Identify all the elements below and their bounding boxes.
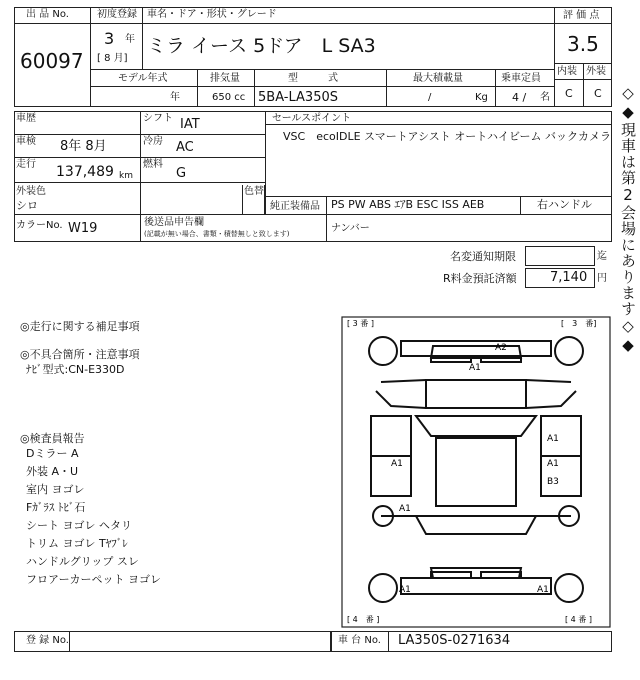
navi-model: ﾅﾋﾞ型式:CN-E330D xyxy=(26,363,125,376)
corner-label-bl: [ 4 番 ] xyxy=(347,615,380,624)
fuel-label: 燃料 xyxy=(143,159,163,170)
postreg-sub: (記載が無い場合、書類・積替無しと致します) xyxy=(144,230,290,238)
exterior-label: 外装 xyxy=(586,66,606,77)
max-load-unit: Kg xyxy=(475,92,488,103)
running-notes-title: ◎走行に関する補足事項 xyxy=(20,320,140,333)
max-load-label: 最大積載量 xyxy=(413,73,463,84)
chassis-label: 車 台 No. xyxy=(338,635,381,646)
notice-box xyxy=(525,246,595,266)
vehicle-diagram xyxy=(341,316,611,628)
recycle-label: R料金預託済額 xyxy=(443,272,517,285)
first-reg-label: 初度登録 xyxy=(97,9,137,20)
first-reg-year: 3 xyxy=(104,29,115,48)
inspector-line: Dミラー A xyxy=(26,447,79,460)
first-reg-month: [ 8 月] xyxy=(97,53,128,64)
number-label: ナンバー xyxy=(331,223,370,234)
history-label: 車歴 xyxy=(16,113,36,124)
inspector-line: フロアーカーペット ヨゴレ xyxy=(26,573,161,586)
inspector-line: トリム ヨゴレ Tﾔﾌﾞﾚ xyxy=(26,537,128,550)
sales-value: VSC ecoIDLE スマートアシスト オートハイビーム バックカメラ xyxy=(283,130,612,143)
inspector-line: Fｶﾞﾗｽ ﾄﾋﾞ石 xyxy=(26,501,86,514)
color-no-label: カラーNo. xyxy=(16,220,63,231)
capacity-unit: 名 xyxy=(540,92,550,103)
inspector-list xyxy=(26,447,161,591)
inspector-line: 室内 ヨゴレ xyxy=(26,483,85,496)
inspector-title: ◎検査員報告 xyxy=(20,432,85,445)
damage-mark: A1 xyxy=(547,459,559,469)
capacity-value: 4 / xyxy=(512,91,527,104)
year-unit: 年 xyxy=(125,34,135,45)
defects-title: ◎不具合箇所・注意事項 xyxy=(20,348,140,361)
steering-value: 右ハンドル xyxy=(537,198,592,211)
chassis-value: LA350S-0271634 xyxy=(398,633,511,648)
venue-banner: ◇◆現車は第2会場にあります◇◆ xyxy=(619,84,637,355)
max-load-value: / xyxy=(428,92,432,103)
corner-label-tr: [ 3 番] xyxy=(561,319,597,328)
damage-mark: A1 xyxy=(391,459,403,469)
reg-no-label: 登 録 No. xyxy=(26,635,69,646)
displacement-value: 650 cc xyxy=(212,92,246,103)
color-no-value: W19 xyxy=(68,221,98,236)
fuel-value: G xyxy=(176,166,187,181)
equip-label: 純正装備品 xyxy=(270,201,320,212)
displacement-label: 排気量 xyxy=(210,73,240,84)
damage-mark: A1 xyxy=(399,585,411,595)
mileage-value: 137,489 xyxy=(56,164,114,180)
damage-mark: A1 xyxy=(469,363,481,373)
damage-mark: A1 xyxy=(399,504,411,514)
score-value: 3.5 xyxy=(567,32,599,56)
notice-label: 名変通知期限 xyxy=(450,250,516,263)
corner-label-br: [ 4 番 ] xyxy=(565,615,592,624)
interior-label: 内装 xyxy=(557,66,577,77)
recycle-unit: 円 xyxy=(597,273,607,284)
damage-mark: A2 xyxy=(495,343,507,353)
color-frame xyxy=(14,185,265,215)
inspection-value: 8年 8月 xyxy=(60,139,107,154)
inspector-line: ハンドルグリップ スレ xyxy=(26,555,139,568)
color-change-label: 色替 xyxy=(244,186,264,197)
lot-number: 60097 xyxy=(20,49,84,73)
equip-value: PS PW ABS ｴｱB ESC ISS AEB xyxy=(331,198,485,211)
notice-unit: 迄 xyxy=(597,251,607,262)
damage-mark: A1 xyxy=(547,434,559,444)
shift-label: シフト xyxy=(143,113,173,124)
inspector-line: シート ヨゴレ ヘタリ xyxy=(26,519,132,532)
model-year-label: モデル年式 xyxy=(118,73,168,84)
mileage-unit: km xyxy=(119,171,133,181)
ac-label: 冷房 xyxy=(143,136,163,147)
inspection-label: 車検 xyxy=(16,136,36,147)
postreg-label: 後送品申告欄 xyxy=(144,217,204,228)
ext-color-label: 外装色 xyxy=(16,186,46,197)
recycle-value: 7,140 xyxy=(550,270,588,285)
sales-label: セールスポイント xyxy=(272,113,352,124)
score-label: 評 価 点 xyxy=(563,10,600,21)
lot-label: 出 品 No. xyxy=(26,9,69,20)
type-label: 型 式 xyxy=(288,73,338,84)
interior-value: C xyxy=(565,87,573,100)
type-value: 5BA-LA350S xyxy=(258,90,338,105)
ext-color-value: シロ xyxy=(16,199,38,212)
name-label: 車名・ドア・形状・グレード xyxy=(147,9,277,20)
mileage-label: 走行 xyxy=(16,159,36,170)
shift-value: IAT xyxy=(180,117,200,132)
model-year-unit: 年 xyxy=(170,92,180,103)
damage-mark: A1 xyxy=(537,585,549,595)
exterior-value: C xyxy=(594,87,602,100)
capacity-label: 乗車定員 xyxy=(501,73,541,84)
ac-value: AC xyxy=(176,140,194,155)
damage-mark: B3 xyxy=(547,477,559,487)
inspector-line: 外装 A・U xyxy=(26,465,79,478)
car-name: ミラ イース 5ドア L SA3 xyxy=(147,35,376,57)
color-no-frame xyxy=(14,215,612,242)
corner-label-tl: [ 3 番 ] xyxy=(347,319,374,328)
